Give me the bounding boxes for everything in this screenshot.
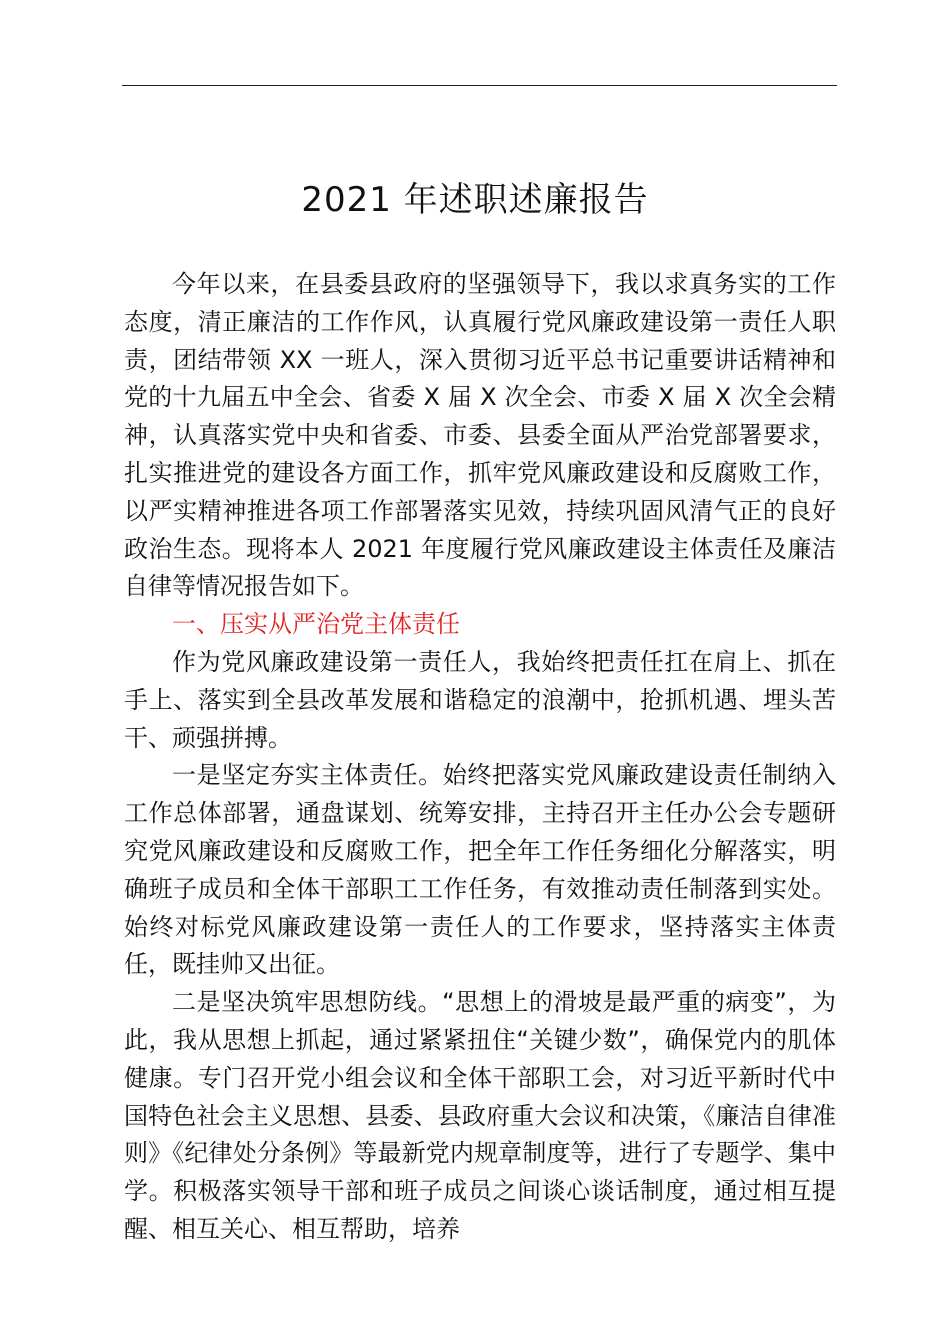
header-rule [122, 85, 837, 86]
paragraph-point-1: 一是坚定夯实主体责任。始终把落实党风廉政建设责任制纳入工作总体部署，通盘谋划、统筹安排，主持召开主任办公会专题研究党风廉政建设和反腐败工作，把全年工作任务细化分解落实，明确班子成员和全体干部职工工作任务，有效推动责任制落到实处。始终对标党风廉政建设第一责任人的工作要求，坚持落实主体责任，既挂帅又出征。 [124, 761, 836, 979]
paragraph-point-2: 二是坚决筑牢思想防线。“思想上的滑坡是最严重的病变”，为此，我从思想上抓起，通过紧紧扭住“关键少数”，确保党内的肌体健康。专门召开党小组会议和全体干部职工会，对习近平新时代中国特色社会主义思想、县委、县政府重大会议和决策，《廉洁自律准则》《纪律处分条例》等最新党内规章制度等，进行了专题学、集中学。积极落实领导干部和班子成员之间谈心谈话制度，通过相互提醒、相互关心、相互帮助，培养 [124, 988, 836, 1243]
paragraph-section-1-intro: 作为党风廉政建设第一责任人，我始终把责任扛在肩上、抓在手上、落实到全县改革发展和谐稳定的浪潮中，抢抓机遇、埋头苦干、顽强拼搏。 [124, 647, 836, 752]
section-heading-1: 一、压实从严治党主体责任 [172, 610, 460, 639]
document-body [124, 266, 836, 1249]
paragraph-intro: 今年以来，在县委县政府的坚强领导下，我以求真务实的工作态度，清正廉洁的工作作风，认真履行党风廉政建设第一责任人职责，团结带领 XX 一班人，深入贯彻习近平总书记重要讲话精神和党的十九届五中全会、省委 X 届 X 次全会、市委 X 届 X 次全会精神，认真落实党中央和省委、市委、县委全面从严治党部署要求，扎实推进党的建设各方面工作，抓牢党风廉政建设和反腐败工作，以严实精神推进各项工作部署落实见效，持续巩固风清气正的良好政治生态。现将本人 2021 年度履行党风廉政建设主体责任及廉洁自律等情况报告如下。 [124, 270, 836, 601]
document-title: 2021 年述职述廉报告 [301, 180, 649, 220]
